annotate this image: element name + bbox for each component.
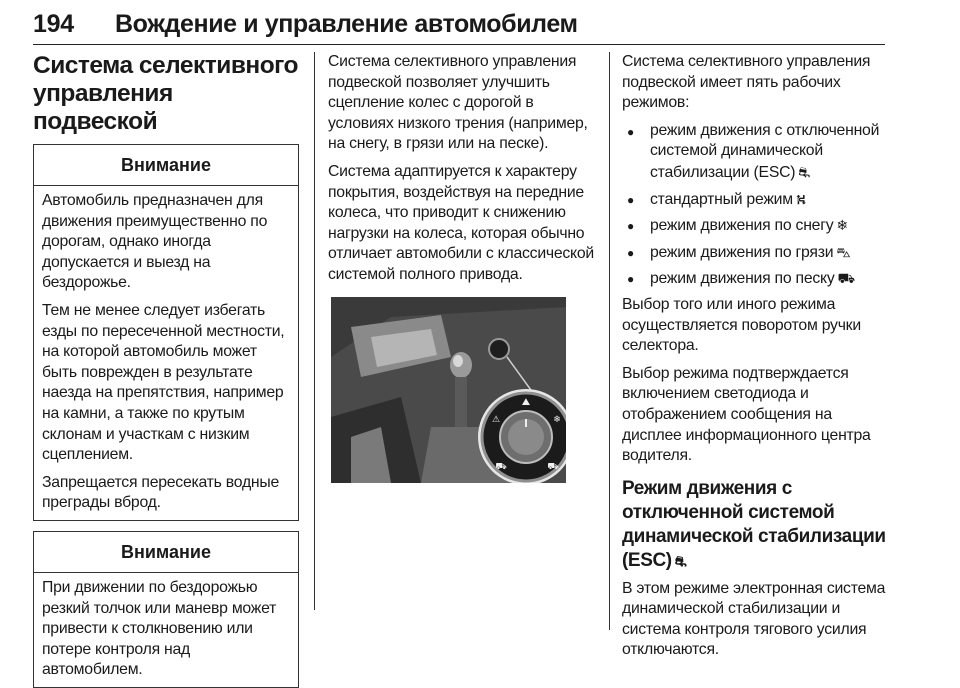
body-paragraph: Выбор того или иного режима осуществляется поворотом ручки селектора. bbox=[622, 295, 861, 355]
section-title bbox=[33, 52, 299, 136]
svg-text:❄: ❄ bbox=[553, 414, 561, 425]
list-item bbox=[622, 121, 888, 184]
warning-paragraph: При движении по бездорожью резкий толчок или маневр может привести к столкновению или потере контроля над автомобилем. bbox=[42, 578, 277, 679]
body-paragraph: В этом режиме электронная система динамической стабилизации и система контроля тягового усилия отключаются. bbox=[622, 579, 886, 659]
mode-label: стандартный режим bbox=[650, 190, 793, 208]
mud-icon: ⛍ bbox=[836, 243, 851, 260]
body-paragraph: Выбор режима подтверждается включением светодиода и отображением сообщения на дисплее информационного центра водителя. bbox=[622, 364, 871, 465]
column-right bbox=[622, 52, 888, 668]
mode-label: режим движения с отключенной системой динамической стабилизации (ESC) bbox=[650, 121, 880, 181]
body-paragraph: Система селективного управления подвеской позволяет улучшить сцепление колес с дорогой в условиях низкого трения (например, на снегу, в грязи или на песке). bbox=[328, 53, 588, 153]
column-middle bbox=[328, 52, 596, 488]
page-number: 194 bbox=[33, 10, 74, 38]
page-header bbox=[33, 4, 885, 45]
svg-text:⛟: ⛟ bbox=[547, 461, 559, 472]
warning-paragraph: Автомобиль предназначен для движения преимущественно по дорогам, однако иногда допускается и выезд на бездорожье. bbox=[42, 192, 268, 292]
section-title-line: управления подвеской bbox=[33, 80, 173, 135]
esc-off-icon: ⛐ bbox=[674, 552, 687, 569]
snow-icon: ❄ bbox=[836, 217, 848, 234]
road-icon: ⛕ bbox=[795, 190, 807, 207]
list-item bbox=[622, 189, 888, 211]
list-item bbox=[622, 215, 888, 237]
svg-text:⛟: ⛟ bbox=[495, 461, 507, 472]
subsection-heading-text: Режим движения с отключенной системой динамической стабилизации (ESC) bbox=[622, 477, 886, 571]
svg-text:⚠: ⚠ bbox=[491, 414, 501, 425]
svg-text:⛰: ⛰ bbox=[521, 396, 531, 408]
list-item bbox=[622, 268, 888, 290]
body-paragraph: Система селективного управления подвеской имеет пять рабочих режимов: bbox=[622, 53, 871, 112]
mode-label: режим движения по грязи bbox=[650, 243, 834, 261]
warning-heading: Внимание bbox=[34, 145, 298, 186]
warning-box bbox=[33, 144, 299, 521]
sand-icon: ⛟ bbox=[837, 270, 855, 287]
esc-off-icon: ⛐ bbox=[798, 163, 811, 180]
list-item bbox=[622, 242, 888, 264]
subsection-heading bbox=[622, 477, 888, 573]
warning-heading: Внимание bbox=[34, 532, 298, 573]
mode-list bbox=[622, 121, 888, 290]
body-paragraph: Система адаптируется к характеру покрытия, воздействуя на передние колеса, что приводит к снижению нагрузки на колеса, которая обычно отличает автомобили с классической системой полного привода. bbox=[328, 162, 595, 283]
mode-label: режим движения по песку bbox=[650, 270, 835, 288]
warning-paragraph: Запрещается пересекать водные преграды вброд. bbox=[42, 473, 280, 512]
column-left bbox=[33, 52, 299, 688]
column-divider bbox=[314, 52, 315, 610]
mode-label: режим движения по снегу bbox=[650, 217, 834, 235]
warning-body bbox=[34, 186, 298, 520]
warning-body bbox=[34, 573, 298, 687]
column-divider bbox=[609, 52, 610, 630]
selector-photo bbox=[331, 297, 566, 483]
warning-box bbox=[33, 531, 299, 688]
running-head: Вождение и управление автомобилем bbox=[115, 10, 578, 38]
section-title-line: Система селективного bbox=[33, 52, 299, 79]
warning-paragraph: Тем не менее следует избегать езды по пересеченной местности, на которой автомобиль может быть поврежден в результате наезда на препятствия, например на камни, а также по крутым склонам и участкам с низким сцеплением. bbox=[42, 301, 285, 464]
